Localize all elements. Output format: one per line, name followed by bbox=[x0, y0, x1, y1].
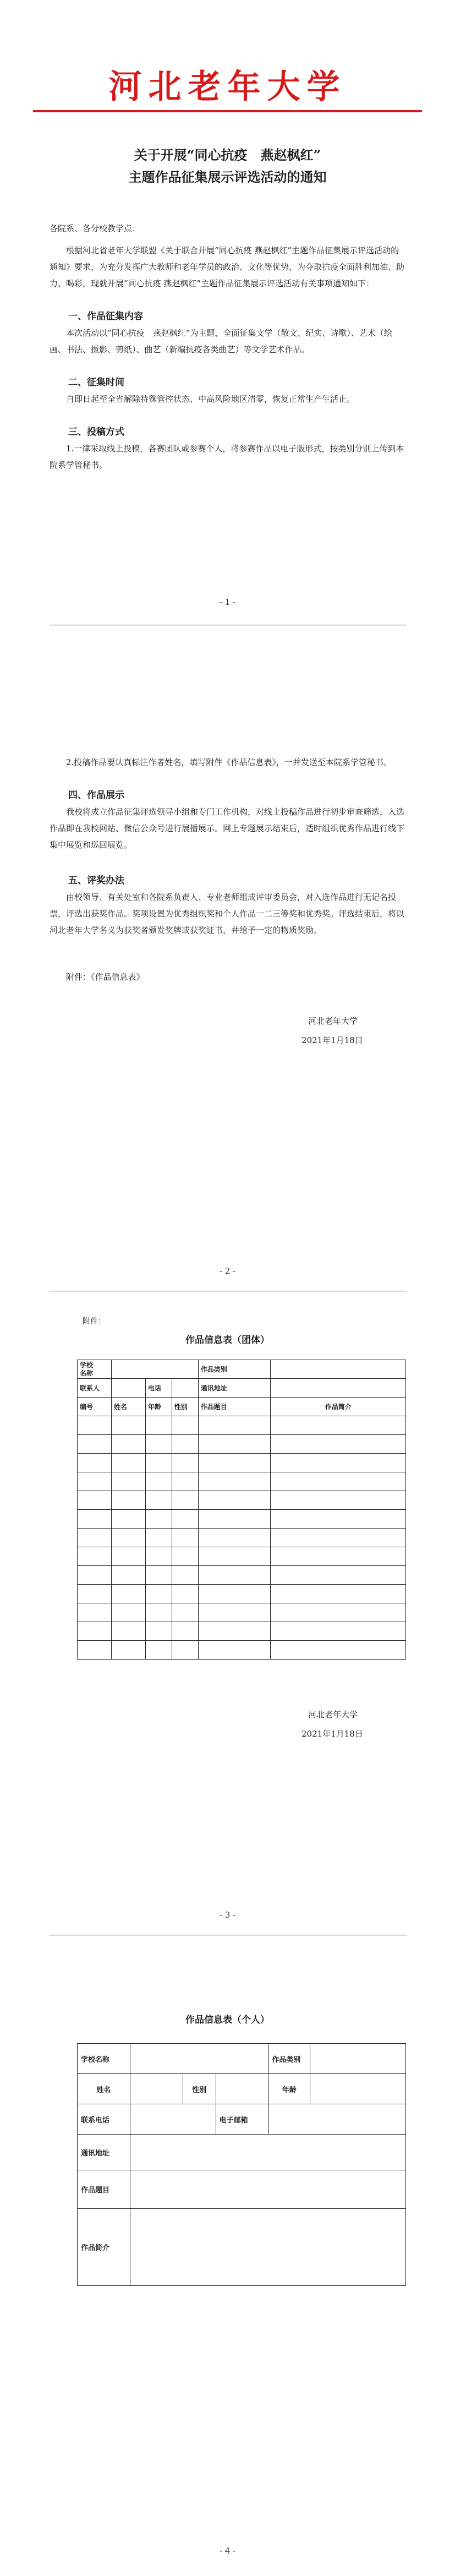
table-row bbox=[78, 1566, 406, 1585]
notice-title-line2: 主题作品征集展示评选活动的通知 bbox=[128, 169, 327, 185]
ind-work-title-label: 作品题目 bbox=[78, 2170, 130, 2209]
section-5-body: 由校领导、有关处室和各院系负责人、专业老师组成评审委员会，对入选作品进行无记名投票，评选出获奖作品。奖项设置为优秀组织奖和个人作品一二三等奖和优秀奖。评选结束后，将以河北老年大学名义为获奖者颁发奖牌或获奖证书，并给予一定的物质奖励。 bbox=[50, 892, 405, 935]
ind-phone-label: 联系电话 bbox=[78, 2104, 130, 2135]
section-1-title: 一、作品征集内容 bbox=[68, 311, 143, 322]
team-contact-value[interactable] bbox=[111, 1379, 145, 1398]
ind-phone-value[interactable] bbox=[130, 2104, 216, 2135]
signature-org: 河北老年大学 bbox=[308, 1016, 358, 1026]
section-4-body: 我校将成立作品征集评选领导小组和专门工作机构，对线上投稿作品进行初步审查筛选，入选作品即在我校网站、微信公众号进行展播展示。网上专题展示结束后，适时组织优秀作品进行线下集中展览和巡回展览。 bbox=[50, 807, 405, 850]
ind-work-type-label: 作品类别 bbox=[268, 2044, 310, 2074]
attachment-note: 附件：《作品信息表》 bbox=[66, 972, 145, 982]
table-row bbox=[78, 1641, 406, 1660]
section-5-title: 五、评奖办法 bbox=[68, 875, 124, 886]
table-row bbox=[78, 1529, 406, 1547]
table-row bbox=[78, 1454, 406, 1472]
masthead: 河北老年大学 bbox=[108, 68, 347, 106]
section-4-title: 四、作品展示 bbox=[68, 790, 124, 801]
ind-age-label: 年龄 bbox=[268, 2074, 310, 2104]
section-3-body-1: 1.一律采取线上投稿，各赛团队或参赛个人，将参赛作品以电子版形式，按类别分别上传到本院系学管秘书。 bbox=[50, 444, 404, 470]
section-2-body: 自即日起至全省解除特殊管控状态、中高风险地区清零，恢复正常生产生活止。 bbox=[66, 394, 355, 404]
ind-school-label: 学校名称 bbox=[78, 2044, 130, 2074]
ind-work-title-value[interactable] bbox=[130, 2170, 405, 2209]
ind-name-label: 姓名 bbox=[78, 2074, 130, 2104]
team-work-type-label: 作品类别 bbox=[198, 1360, 271, 1379]
ind-work-type-value[interactable] bbox=[310, 2044, 406, 2074]
table-row bbox=[78, 1472, 406, 1491]
team-info-table bbox=[77, 1360, 406, 1660]
masthead-red-line bbox=[33, 110, 422, 112]
attachment-label: 附件： bbox=[83, 1317, 106, 1326]
team-form-title: 作品信息表（团体） bbox=[185, 1335, 270, 1346]
salutation: 各院系、各分校教学点： bbox=[50, 223, 141, 233]
individual-info-table bbox=[77, 2043, 406, 2286]
col-header-gender: 性别 bbox=[172, 1398, 198, 1416]
section-3-body-2: 2.投稿作品要认真标注作者姓名，填写附件《作品信息表》，一并发送至本院系学管秘书。 bbox=[66, 757, 392, 767]
team-phone-value[interactable] bbox=[172, 1379, 198, 1398]
table-row bbox=[78, 1435, 406, 1454]
ind-gender-label: 性别 bbox=[183, 2074, 216, 2104]
table-row bbox=[78, 1416, 406, 1435]
ind-email-label: 电子邮箱 bbox=[216, 2104, 268, 2135]
page-number-2: - 2 - bbox=[219, 1266, 236, 1276]
ind-name-value[interactable] bbox=[130, 2074, 183, 2104]
section-3-title: 三、投稿方式 bbox=[68, 427, 124, 438]
table-row bbox=[78, 1547, 406, 1566]
ind-work-intro-value[interactable] bbox=[130, 2209, 405, 2286]
team-school-label: 学校 名称 bbox=[78, 1360, 112, 1379]
section-1-body: 本次活动以“同心抗疫 燕赵枫红”为主题，全面征集文学（散文、纪实、诗歌）、艺术（绘画、书法、摄影、剪纸）、曲艺（新编抗疫各类曲艺）等文学艺术作品。 bbox=[50, 328, 392, 354]
section-2-title: 二、征集时间 bbox=[68, 377, 124, 388]
col-header-age: 年龄 bbox=[145, 1398, 172, 1416]
table-row bbox=[78, 1491, 406, 1510]
ind-address-value[interactable] bbox=[130, 2135, 405, 2170]
table-row bbox=[78, 1585, 406, 1603]
page-number-3: - 3 - bbox=[219, 1910, 236, 1920]
ind-address-label: 通讯地址 bbox=[78, 2135, 130, 2170]
individual-form-title: 作品信息表（个人） bbox=[185, 2015, 270, 2026]
notice-title-line1: 关于开展“同心抗疫 燕赵枫红” bbox=[134, 147, 321, 163]
col-header-work-intro: 作品简介 bbox=[271, 1398, 406, 1416]
intro-paragraph: 根据河北省老年大学联盟《关于联合开展“同心抗疫 燕赵枫红”主题作品征集展示评选活动的通知》要求，为充分发挥广大教师和老年学员的政治、文化等优势，为夺取抗疫全面胜利加油、助力、喝彩，现就开展“同心抗疫 燕赵枫红”主题作品征集展示评选活动有关事项通知如下： bbox=[50, 245, 405, 288]
team-work-type-value[interactable] bbox=[271, 1360, 406, 1379]
col-header-number: 编号 bbox=[78, 1398, 112, 1416]
form-signature-date: 2021年1月18日 bbox=[301, 1729, 363, 1739]
col-header-name: 姓名 bbox=[111, 1398, 145, 1416]
team-phone-label: 电话 bbox=[145, 1379, 172, 1398]
ind-email-value[interactable] bbox=[268, 2104, 406, 2135]
team-address-label: 通讯地址 bbox=[198, 1379, 271, 1398]
table-row bbox=[78, 1603, 406, 1622]
ind-gender-value[interactable] bbox=[216, 2074, 268, 2104]
team-address-value[interactable] bbox=[271, 1379, 406, 1398]
ind-school-value[interactable] bbox=[130, 2044, 268, 2074]
col-header-work-title: 作品题目 bbox=[198, 1398, 271, 1416]
table-row bbox=[78, 1622, 406, 1641]
page-number-1: - 1 - bbox=[219, 597, 236, 607]
ind-work-intro-label: 作品简介 bbox=[78, 2209, 130, 2286]
page-number-4: - 4 - bbox=[219, 2546, 236, 2556]
signature-date: 2021年1月18日 bbox=[301, 1035, 363, 1045]
ind-age-value[interactable] bbox=[310, 2074, 406, 2104]
team-contact-label: 联系人 bbox=[78, 1379, 112, 1398]
table-row bbox=[78, 1510, 406, 1529]
form-signature-org: 河北老年大学 bbox=[308, 1710, 358, 1720]
team-school-value[interactable] bbox=[111, 1360, 198, 1379]
